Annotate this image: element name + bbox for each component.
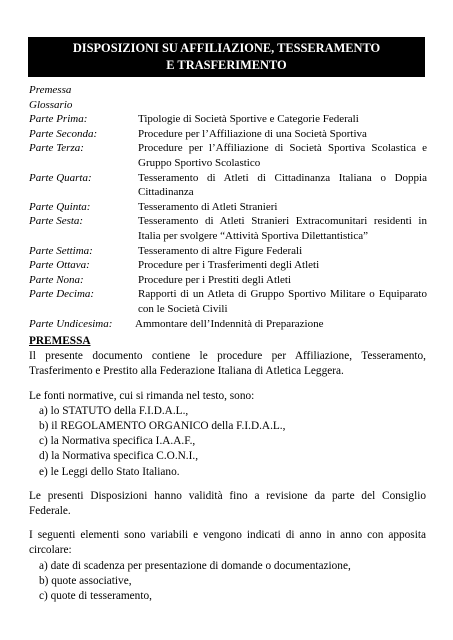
list-item: c) quote di tesseramento,: [39, 590, 152, 603]
list-item: e) le Leggi dello Stato Italiano.: [39, 465, 180, 478]
toc-premessa: Premessa: [29, 84, 72, 96]
title-line-1: DISPOSIZIONI SU AFFILIAZIONE, TESSERAMENTO: [72, 41, 381, 55]
list-item: c) la Normativa specifica I.A.A.F.,: [39, 435, 196, 448]
toc-item: [29, 171, 427, 200]
variabili-intro: I seguenti elementi sono variabili e vengono indicati di anno in anno con apposita circolare:: [29, 529, 426, 557]
toc-item: [29, 127, 427, 142]
toc-item: [29, 141, 427, 170]
toc-item-label: Parte Prima:: [29, 113, 88, 126]
toc-item-desc: Procedure per l’Affiliazione di Società Sportiva Scolastica e Gruppo Sportivo Scolastico: [138, 142, 427, 169]
toc-item-desc: Rapporti di un Atleta di Gruppo Sportivo Militare o Equiparato con le Società Civili: [138, 288, 427, 315]
list-item: a) date di scadenza per presentazione di domande o documentazione,: [39, 559, 351, 572]
toc-item-label: Parte Nona:: [29, 273, 84, 286]
fonti-intro: Le fonti normative, cui si rimanda nel testo, sono:: [29, 389, 255, 402]
list-item: b) il REGOLAMENTO ORGANICO della F.I.D.A.L.,: [39, 420, 286, 433]
intro-paragraph: Il presente documento contiene le procedure per Affiliazione, Tesseramento, Trasferimento e Prestito alla Federazione Italiana di Atletica Leggera.: [29, 350, 426, 378]
list-item: b) quote associative,: [39, 574, 132, 587]
toc-item: [29, 273, 427, 288]
title-line-2: E TRASFERIMENTO: [166, 58, 287, 72]
toc-item-label: Parte Settima:: [29, 244, 93, 257]
toc-item-desc: Procedure per i Prestiti degli Atleti: [138, 273, 292, 286]
toc-item-desc: Tesseramento di Atleti di Cittadinanza Italiana o Doppia Cittadinanza: [138, 171, 427, 199]
toc-item-label: Parte Terza:: [29, 142, 84, 155]
toc-item: [29, 244, 427, 259]
toc-item: [29, 214, 427, 243]
toc-item-desc: Tesseramento di altre Figure Federali: [138, 244, 303, 257]
toc-item-label: Parte Quinta:: [29, 200, 91, 213]
toc-item-desc: Procedure per i Trasferimenti degli Atleti: [138, 259, 320, 272]
toc-item-label: Parte Quarta:: [29, 171, 92, 184]
premessa-section: [29, 334, 426, 604]
toc-item-label: Parte Sesta:: [29, 215, 84, 228]
toc-item: [29, 287, 427, 316]
section-heading: PREMESSA: [29, 335, 91, 347]
validita-paragraph: Le presenti Disposizioni hanno validità fino a revisione da parte del Consiglio Federale.: [29, 489, 426, 518]
toc-item-desc: Tesseramento di Atleti Stranieri Extracomunitari residenti in Italia per svolgere “Attività Sportiva Dilettantistica”: [138, 215, 427, 242]
toc-item: [29, 317, 427, 332]
list-item: d) la Normativa specifica C.O.N.I.,: [39, 450, 199, 463]
toc-item-desc: Procedure per l’Affiliazione di una Società Sportiva: [138, 127, 367, 140]
toc-item: [29, 200, 427, 215]
toc-item-label: Parte Seconda:: [29, 127, 98, 140]
toc-item-label: Parte Decima:: [29, 288, 95, 301]
toc-item-desc: Ammontare dell’Indennità di Preparazione: [135, 317, 324, 330]
toc-item-desc: Tipologie di Società Sportive e Categorie Federali: [138, 113, 359, 126]
toc-item-desc: Tesseramento di Atleti Stranieri: [138, 200, 278, 213]
toc-item: [29, 258, 427, 273]
document-title: [28, 37, 425, 77]
toc-item-label: Parte Ottava:: [29, 259, 90, 272]
toc-glossario: Glossario: [29, 98, 73, 111]
list-item: a) lo STATUTO della F.I.D.A.L.,: [39, 404, 189, 417]
table-of-contents: [29, 83, 427, 331]
toc-item-label: Parte Undicesima:: [29, 317, 113, 330]
toc-item: [29, 112, 427, 127]
